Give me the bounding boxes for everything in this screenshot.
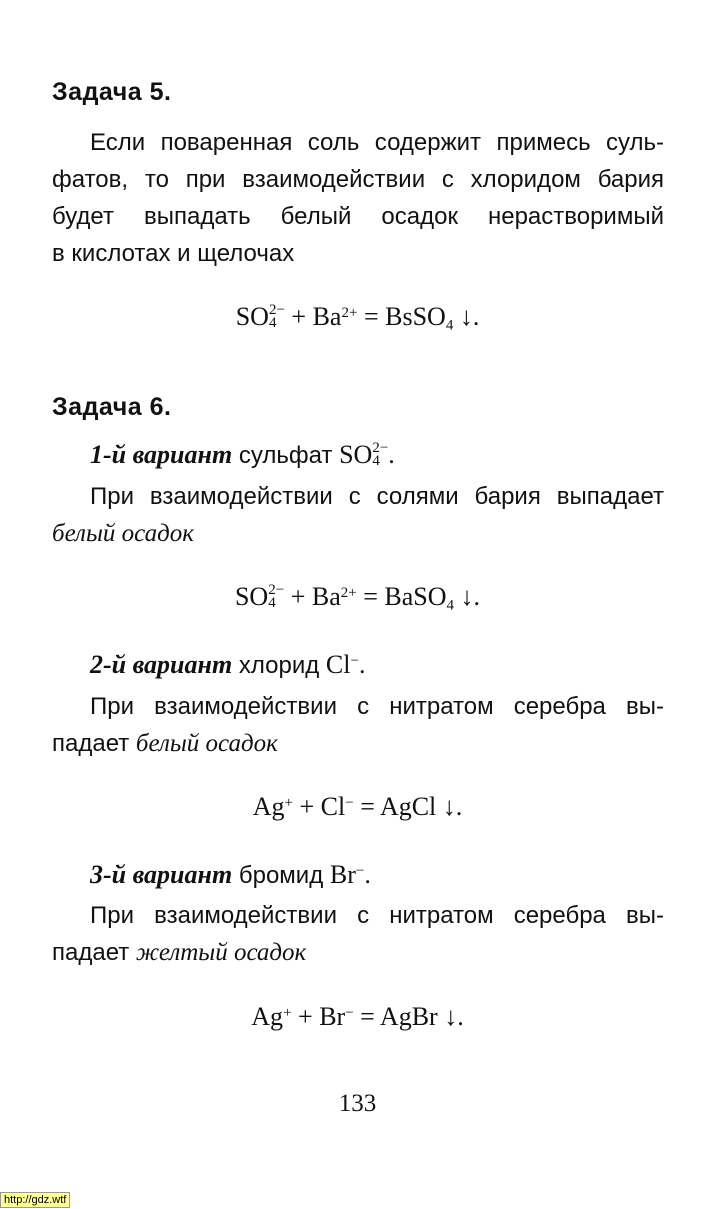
variant-1-ion: SO 2− 4 . <box>339 439 395 470</box>
reactant-2-charge: 2+ <box>340 584 357 601</box>
task5-line-1: Если поваренная соль содержит примесь суль- <box>90 129 664 156</box>
variant-2-equation <box>0 792 715 822</box>
variant-2-line <box>90 650 365 680</box>
task5-heading: Задача 5. <box>52 78 172 106</box>
reactant-1-charge: 2− 4 <box>268 581 285 612</box>
variant-3-line-1: При взаимодействии с нитратом серебра вы- <box>90 902 664 929</box>
variant-1-equation <box>0 582 715 613</box>
task5-line-2: фатов, то при взаимодействии с хлоридом бария <box>52 166 664 193</box>
precipitate-arrow-icon: ↓. <box>459 302 480 331</box>
reactant-2: Ba <box>312 302 342 331</box>
equals-sign: = <box>363 582 378 611</box>
variant-2-label: 2-й вариант <box>90 650 233 679</box>
variant-1-text: сульфат <box>238 442 333 469</box>
reactant-1: Ag <box>251 1002 284 1031</box>
reactant-1-charge: 2− 4 <box>268 301 285 332</box>
precipitate-arrow-icon: ↓. <box>442 792 463 821</box>
variant-2-text: хлорид <box>238 652 320 679</box>
reactant-2: Cl <box>320 792 346 821</box>
reactant-1: Ag <box>252 792 285 821</box>
page-number: 133 <box>338 1090 377 1117</box>
variant-1-label: 1-й вариант <box>90 440 233 469</box>
product: AgCl <box>379 792 437 821</box>
task5-line-3: будет выпадать белый осадок нерастворимый <box>52 203 664 230</box>
plus-sign: + <box>299 792 315 821</box>
equals-sign: = <box>363 302 379 331</box>
equals-sign: = <box>360 1002 375 1031</box>
product-subscript: 4 <box>445 317 454 334</box>
reactant-2: Br <box>319 1002 346 1031</box>
reactant-1-charge: + <box>284 794 293 811</box>
reactant-1: SO <box>235 302 269 331</box>
variant-2-ion: Cl−. <box>325 650 366 679</box>
plus-sign: + <box>291 302 307 331</box>
variant-3-line <box>90 860 371 890</box>
reactant-1: SO <box>234 582 269 611</box>
variant-3-line-2: падает желтый осадок <box>52 939 307 966</box>
product-subscript: 4 <box>446 597 455 614</box>
variant-3-ion: Br−. <box>329 860 371 889</box>
plus-sign: + <box>290 582 306 611</box>
variant-3-label: 3-й вариант <box>90 860 233 889</box>
variant-3-equation <box>0 1002 715 1032</box>
precipitate-arrow-icon: ↓. <box>444 1002 464 1031</box>
equals-sign: = <box>360 792 375 821</box>
plus-sign: + <box>298 1002 313 1031</box>
reactant-2-charge: − <box>345 1004 354 1021</box>
product: BsSO <box>385 302 446 331</box>
variant-2-line-1: При взаимодействии с нитратом серебра вы- <box>90 693 664 720</box>
variant-3-text: бромид <box>238 862 324 889</box>
product: AgBr <box>379 1002 438 1031</box>
variant-1-line-2: белый осадок <box>52 520 194 547</box>
task5-equation <box>0 302 715 333</box>
variant-1-line <box>90 440 395 471</box>
reactant-2-charge: 2+ <box>341 304 358 321</box>
reactant-1-charge: + <box>283 1004 292 1021</box>
task5-line-4: в кислотах и щелочах <box>52 240 295 267</box>
watermark-link[interactable]: http://gdz.wtf <box>0 1192 70 1208</box>
reactant-2-charge: − <box>345 794 354 811</box>
variant-2-line-2: падает белый осадок <box>52 730 278 757</box>
reactant-2: Ba <box>311 582 341 611</box>
variant-1-line-1: При взаимодействии с солями бария выпадает <box>90 483 664 510</box>
precipitate-arrow-icon: ↓. <box>460 582 481 611</box>
product: BaSO <box>384 582 447 611</box>
task6-heading: Задача 6. <box>52 393 172 421</box>
